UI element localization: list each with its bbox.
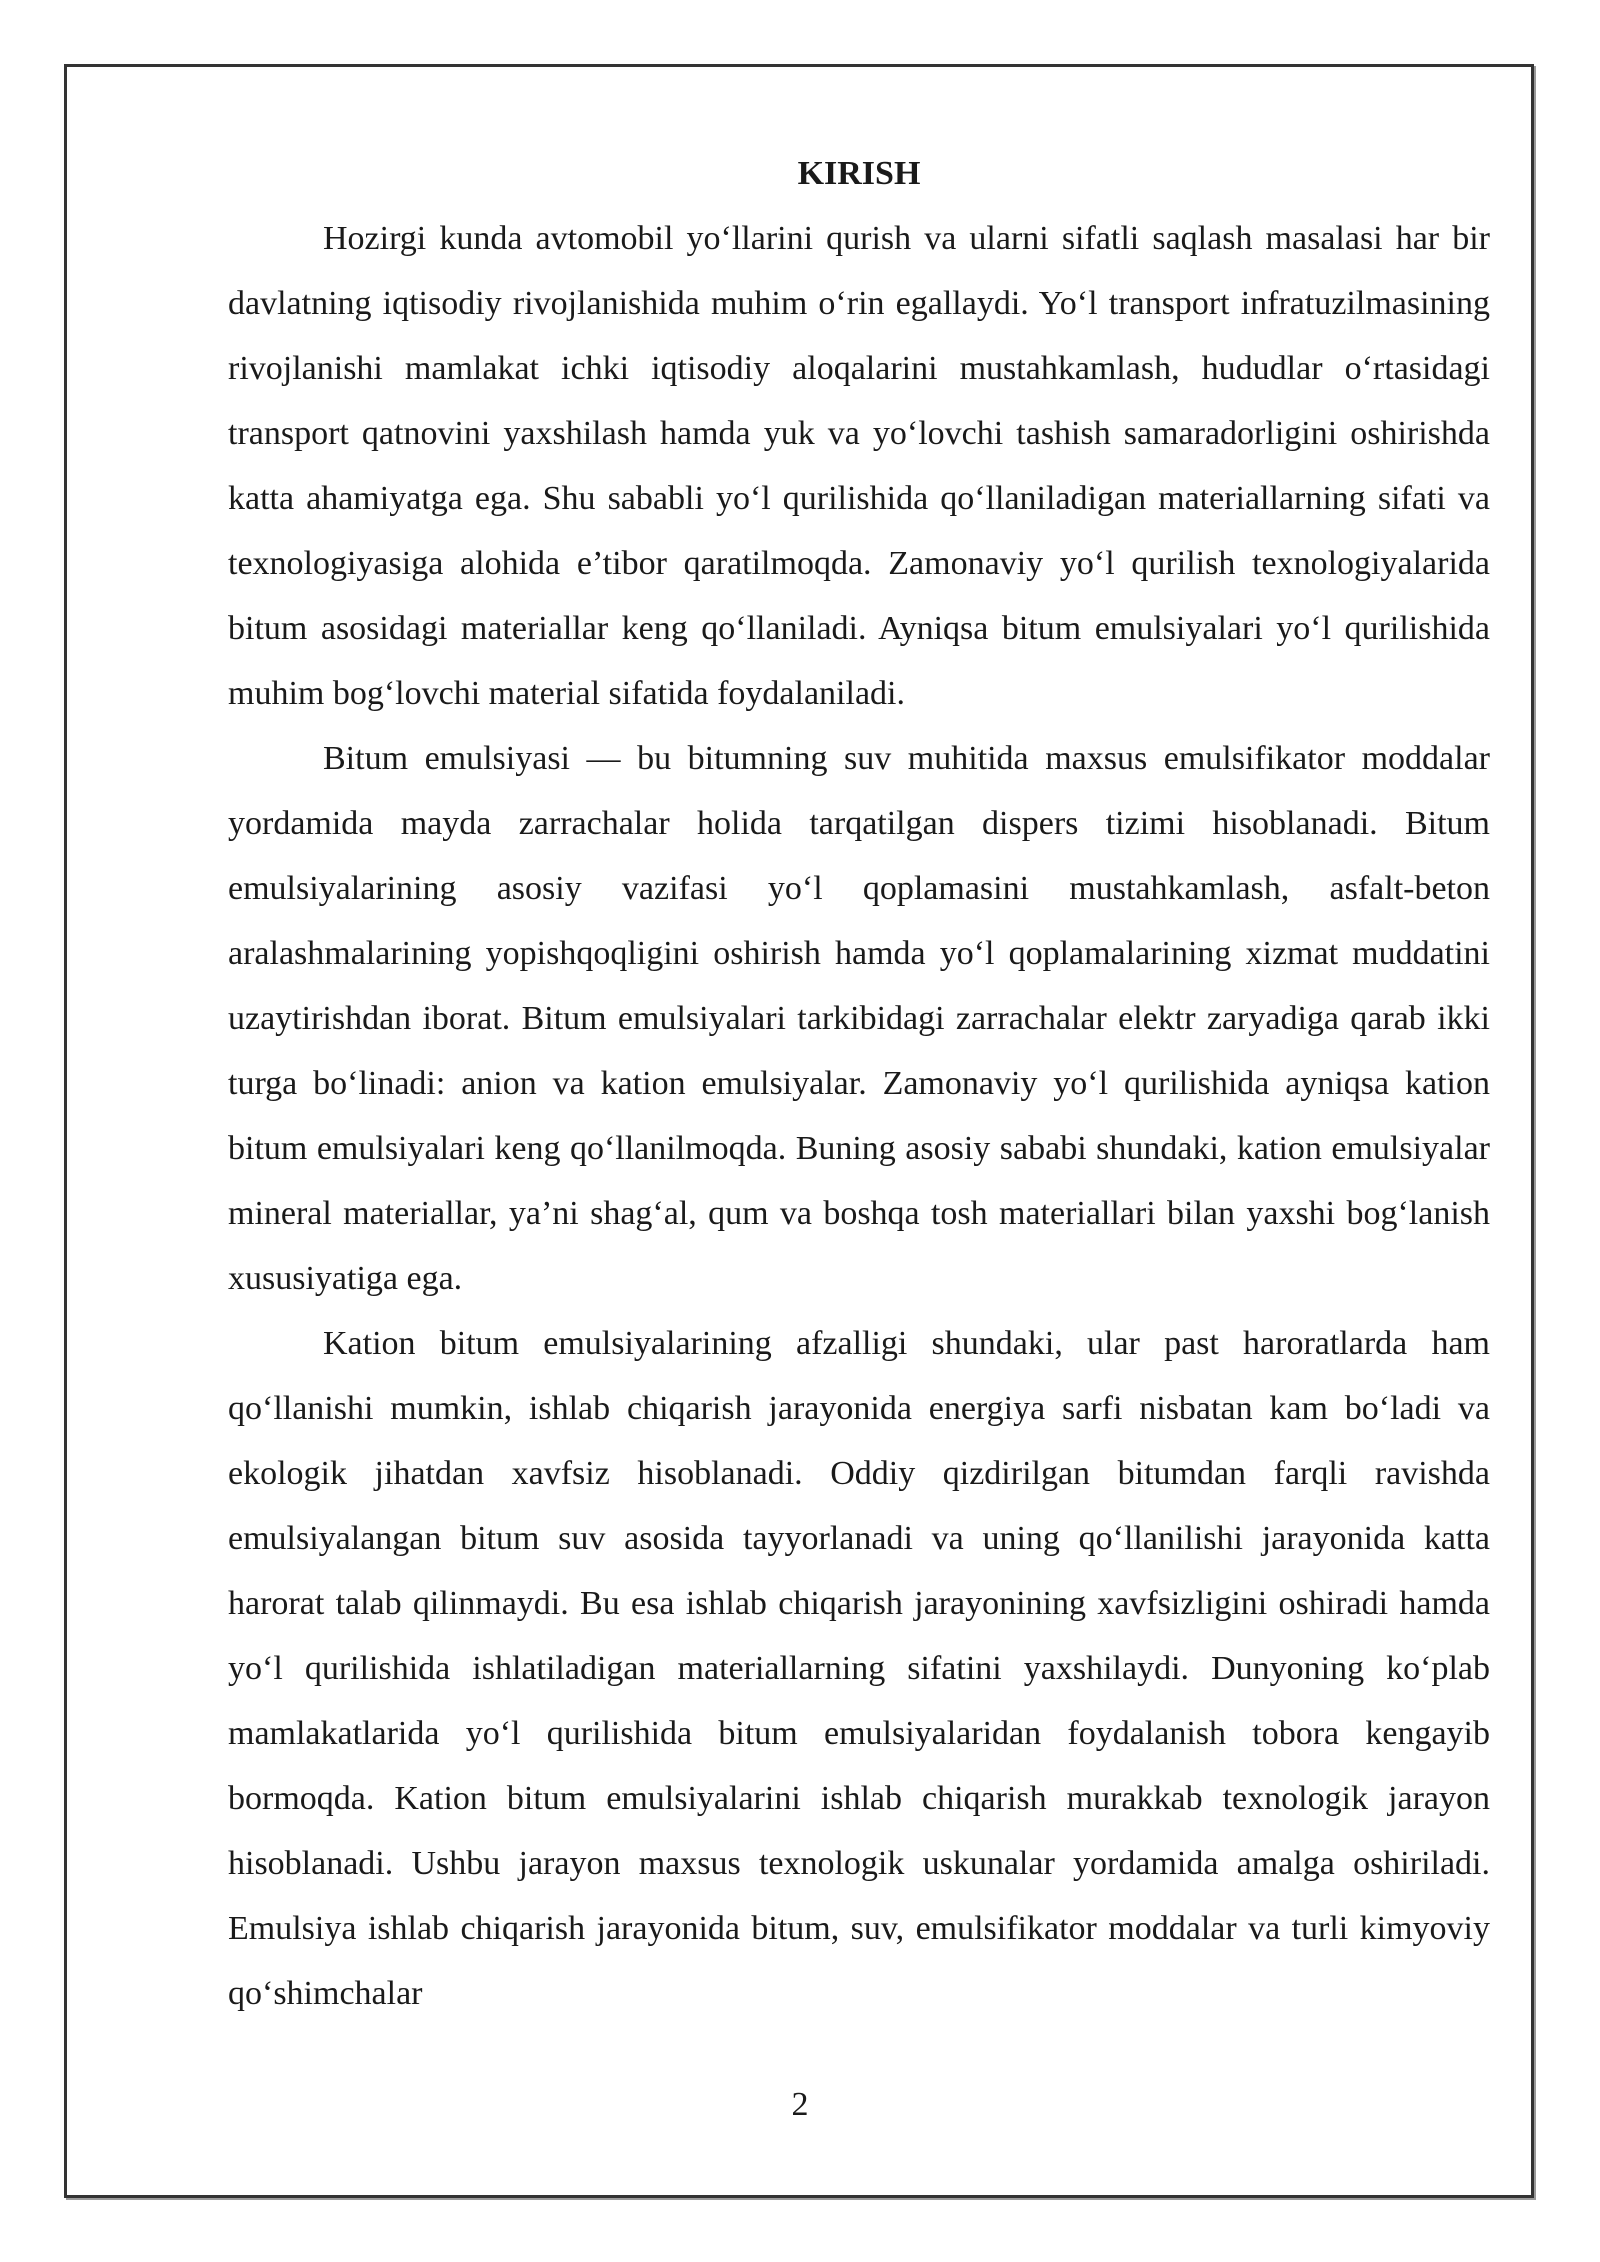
paragraph-3: Kation bitum emulsiyalarining afzalligi shundaki, ular past haroratlarda ham qo‘llanishi mumkin, ishlab chiqarish jarayonida energiya sarfi nisbatan kam bo‘ladi va ekologik jihatdan xavfsiz hisoblanadi. Oddiy qizdirilgan bitumdan farqli ravishda emulsiyalangan bitum suv asosida tayyorlanadi va uning qo‘llanilishi jarayonida katta harorat talab qilinmaydi. Bu esa ishlab chiqarish jarayonining xavfsizligini oshiradi hamda yo‘l qurilishida ishlatiladigan materiallarning sifatini yaxshilaydi. Dunyoning ko‘plab mamlakatlarida yo‘l qurilishida bitum emulsiyalaridan foydalanish tobora kengayib bormoqda. Kation bitum emulsiyalarini ishlab chiqarish murakkab texnologik jarayon hisoblanadi. Ushbu jarayon maxsus texnologik uskunalar yordamida amalga oshiriladi. Emulsiya ishlab chiqarish jarayonida bitum, suv, emulsifikator moddalar va turli kimyoviy qo‘shimchalar <box>228 1325 1490 2012</box>
document-body <box>228 148 1490 2026</box>
paragraph-1: Hozirgi kunda avtomobil yo‘llarini qurish va ularni sifatli saqlash masalasi har bir davlatning iqtisodiy rivojlanishida muhim o‘rin egallaydi. Yo‘l transport infratuzilmasining rivojlanishi mamlakat ichki iqtisodiy aloqalarini mustahkamlash, hududlar o‘rtasidagi transport qatnovini yaxshilash hamda yuk va yo‘lovchi tashish samaradorligini oshirishda katta ahamiyatga ega. Shu sababli yo‘l qurilishida qo‘llaniladigan materiallarning sifati va texnologiyasiga alohida e’tibor qaratilmoqda. Zamonaviy yo‘l qurilish texnologiyalarida bitum asosidagi materiallar keng qo‘llaniladi. Ayniqsa bitum emulsiyalari yo‘l qurilishida muhim bog‘lovchi material sifatida foydalaniladi. <box>228 220 1490 712</box>
paragraph-2: Bitum emulsiyasi — bu bitumning suv muhitida maxsus emulsifikator moddalar yordamida mayda zarrachalar holida tarqatilgan dispers tizimi hisoblanadi. Bitum emulsiyalarining asosiy vazifasi yo‘l qoplamasini mustahkamlash, asfalt-beton aralashmalarining yopishqoqligini oshirish hamda yo‘l qoplamalarining xizmat muddatini uzaytirishdan iborat. Bitum emulsiyalari tarkibidagi zarrachalar elektr zaryadiga qarab ikki turga bo‘linadi: anion va kation emulsiyalar. Zamonaviy yo‘l qurilishida ayniqsa kation bitum emulsiyalari keng qo‘llanilmoqda. Buning asosiy sababi shundaki, kation emulsiyalar mineral materiallar, ya’ni shag‘al, qum va boshqa tosh materiallari bilan yaxshi bog‘lanish xususiyatiga ega. <box>228 740 1490 1297</box>
page-number: 2 <box>791 2086 809 2123</box>
section-heading: KIRISH <box>797 155 921 192</box>
